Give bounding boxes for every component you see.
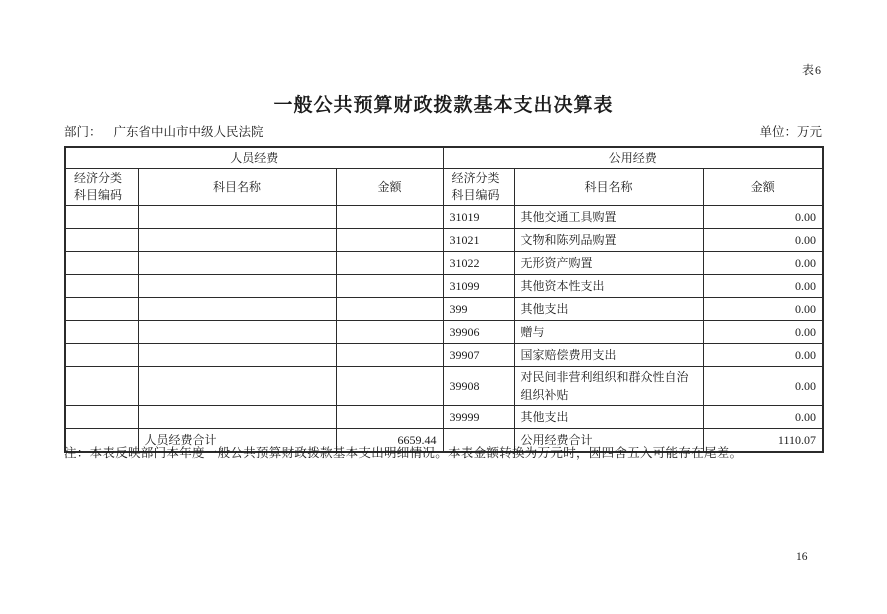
right-name-cell: 其他交通工具购置: [514, 206, 703, 229]
right-amount-cell: 0.00: [703, 206, 823, 229]
left-code-header-line2: 科目编码: [74, 187, 123, 202]
table-number-label: 表6: [801, 63, 822, 77]
left-code-cell: [65, 206, 138, 229]
right-amount-cell: 0.00: [703, 298, 823, 321]
group-header-row: [65, 147, 823, 168]
right-code-cell: 399: [443, 298, 514, 321]
budget-table: [64, 146, 824, 453]
left-name-cell: [138, 367, 336, 406]
table-row: [65, 206, 823, 229]
page-number: 16: [796, 551, 808, 563]
right-name-cell: 文物和陈列品购置: [514, 229, 703, 252]
right-name-cell: 对民间非营利组织和群众性自治组织补贴: [514, 367, 703, 406]
table-row: [65, 321, 823, 344]
group-header-personnel: 人员经费: [65, 147, 443, 168]
left-name-cell: [138, 252, 336, 275]
left-code-cell: [65, 406, 138, 429]
left-amount-cell: [336, 367, 443, 406]
left-code-header: [65, 168, 138, 206]
right-amount-cell: 1110.07: [703, 429, 823, 452]
left-code-cell: [65, 229, 138, 252]
left-code-cell: [65, 367, 138, 406]
right-code-header-line1: 经济分类: [451, 170, 500, 185]
right-code-cell: 39908: [443, 367, 514, 406]
column-header-row: [65, 168, 823, 206]
left-name-cell: [138, 298, 336, 321]
right-amount-cell: 0.00: [703, 367, 823, 406]
right-amount-cell: 0.00: [703, 275, 823, 298]
left-name-cell: [138, 406, 336, 429]
left-name-cell: [138, 344, 336, 367]
right-name-cell: 公用经费合计: [514, 429, 703, 452]
left-code-cell: [65, 298, 138, 321]
left-name-cell: 人员经费合计: [138, 429, 336, 452]
left-amount-cell: [336, 321, 443, 344]
left-name-cell: [138, 229, 336, 252]
right-code-cell: 39999: [443, 406, 514, 429]
table-row: [65, 229, 823, 252]
left-name-cell: [138, 275, 336, 298]
right-name-cell: 其他资本性支出: [514, 275, 703, 298]
right-code-cell: 31021: [443, 229, 514, 252]
right-code-header: [443, 168, 514, 206]
left-code-cell: [65, 321, 138, 344]
department-value: 广东省中山市中级人民法院: [113, 125, 264, 139]
right-subject-header: 科目名称: [514, 168, 703, 206]
table-row: [65, 252, 823, 275]
note-text: 注：本表反映部门本年度一般公共预算财政拨款基本支出明细情况。本表金额转换为万元时，因四舍五入可能存在尾差。: [64, 446, 743, 460]
left-code-cell: [65, 344, 138, 367]
department-line: [64, 122, 264, 140]
table-row: [65, 344, 823, 367]
right-amount-cell: 0.00: [703, 321, 823, 344]
table-row: [65, 406, 823, 429]
right-amount-cell: 0.00: [703, 252, 823, 275]
left-name-cell: [138, 206, 336, 229]
table-row: [65, 275, 823, 298]
left-amount-cell: [336, 298, 443, 321]
right-name-cell: 其他支出: [514, 298, 703, 321]
right-amount-cell: 0.00: [703, 406, 823, 429]
right-code-cell: 39907: [443, 344, 514, 367]
right-code-header-line2: 科目编码: [451, 187, 500, 202]
left-subject-header: 科目名称: [138, 168, 336, 206]
left-amount-cell: 6659.44: [336, 429, 443, 452]
right-amount-cell: 0.00: [703, 229, 823, 252]
group-header-public: 公用经费: [443, 147, 823, 168]
department-label: 部门：: [64, 125, 102, 139]
left-amount-header: 金额: [336, 168, 443, 206]
left-amount-cell: [336, 252, 443, 275]
left-code-cell: [65, 275, 138, 298]
right-name-cell: 赠与: [514, 321, 703, 344]
right-amount-cell: 0.00: [703, 344, 823, 367]
right-code-cell: 39906: [443, 321, 514, 344]
table-row: [65, 298, 823, 321]
left-amount-cell: [336, 229, 443, 252]
left-amount-cell: [336, 275, 443, 298]
right-code-cell: 31022: [443, 252, 514, 275]
left-code-cell: [65, 252, 138, 275]
left-code-header-line1: 经济分类: [74, 170, 123, 185]
right-name-cell: 其他支出: [514, 406, 703, 429]
meta-row: [64, 122, 822, 140]
unit-label: 单位：万元: [759, 125, 822, 139]
right-name-cell: 国家赔偿费用支出: [514, 344, 703, 367]
right-amount-header: 金额: [703, 168, 823, 206]
left-name-cell: [138, 321, 336, 344]
right-code-cell: 31019: [443, 206, 514, 229]
table-row: [65, 367, 823, 406]
left-amount-cell: [336, 206, 443, 229]
left-amount-cell: [336, 406, 443, 429]
right-name-cell: 无形资产购置: [514, 252, 703, 275]
right-code-cell: 31099: [443, 275, 514, 298]
page-title: 一般公共预算财政拨款基本支出决算表: [273, 95, 614, 116]
left-amount-cell: [336, 344, 443, 367]
